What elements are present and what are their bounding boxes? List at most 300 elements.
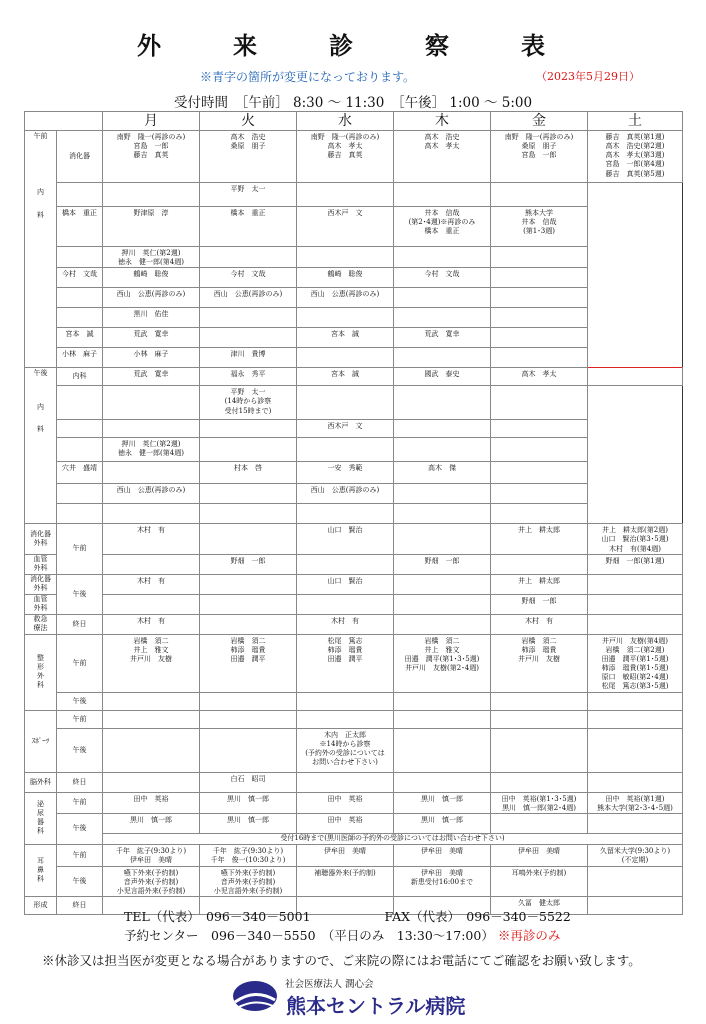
schedule-cell bbox=[103, 484, 200, 504]
schedule-cell bbox=[394, 710, 491, 728]
day-header: 金 bbox=[491, 112, 588, 131]
doctor-name: 井上 雅文 bbox=[424, 645, 460, 654]
schedule-cell bbox=[491, 328, 588, 348]
schedule-cell bbox=[491, 710, 588, 728]
table-row bbox=[25, 594, 683, 614]
schedule-cell bbox=[103, 614, 200, 634]
contact-line bbox=[124, 907, 571, 925]
schedule-cell bbox=[588, 554, 683, 574]
doctor-name: 岩橋 須二 bbox=[521, 636, 557, 645]
schedule-cell bbox=[394, 368, 491, 386]
table-row bbox=[25, 438, 683, 462]
schedule-cell bbox=[491, 574, 588, 594]
table-row bbox=[25, 524, 683, 554]
doctor-name: 荒武 寛幸 bbox=[133, 370, 169, 379]
doctor-name: 今村 文哉 bbox=[424, 270, 460, 279]
schedule-cell bbox=[103, 524, 200, 554]
corner-cell bbox=[25, 112, 103, 131]
doctor-name: 南野 隆一(再診のみ) bbox=[504, 133, 574, 142]
doctor-name: 岩橋 須二 bbox=[230, 636, 266, 645]
table-row bbox=[25, 728, 683, 772]
schedule-cell bbox=[491, 594, 588, 614]
schedule-cell bbox=[297, 288, 394, 308]
schedule-cell bbox=[588, 866, 683, 896]
doctor-name: 嚥下外来(予約制) bbox=[220, 868, 276, 877]
schedule-cell bbox=[491, 866, 588, 896]
schedule-cell bbox=[297, 692, 394, 710]
schedule-cell bbox=[394, 574, 491, 594]
doctor-name: 山口 賢治(第3･5週) bbox=[601, 535, 669, 544]
schedule-cell bbox=[103, 308, 200, 328]
schedule-cell bbox=[200, 462, 297, 484]
schedule-cell bbox=[394, 438, 491, 462]
doctor-name: 西山 公恵(再診のみ) bbox=[213, 290, 283, 299]
schedule-cell bbox=[491, 792, 588, 813]
doctor-name: (不定期) bbox=[621, 855, 649, 864]
doctor-name: 藤吉 真英(第5週) bbox=[605, 169, 665, 178]
schedule-cell bbox=[588, 844, 683, 866]
schedule-cell bbox=[200, 131, 297, 183]
doctor-name: 黒川 慎一郎 bbox=[227, 815, 269, 824]
schedule-cell bbox=[297, 183, 394, 207]
schedule-cell bbox=[297, 772, 394, 792]
schedule-cell bbox=[297, 728, 394, 772]
doctor-name: 千年 紘子(9:30より) bbox=[115, 846, 187, 855]
schedule-cell bbox=[491, 772, 588, 792]
schedule-cell bbox=[491, 438, 588, 462]
schedule-cell bbox=[588, 710, 683, 728]
schedule-cell bbox=[103, 728, 200, 772]
schedule-cell bbox=[297, 614, 394, 634]
tel-number[interactable]: TEL（代表） 096－340－5001 bbox=[124, 909, 311, 924]
table-row bbox=[25, 504, 683, 524]
schedule-cell bbox=[103, 386, 200, 420]
doctor-name: 小児言語外来(予約制) bbox=[213, 887, 283, 896]
doctor-name: 伊牟田 美晴 bbox=[518, 846, 560, 855]
schedule-cell bbox=[200, 183, 297, 207]
schedule-cell bbox=[491, 420, 588, 438]
doctor-name: 押川 英仁(第2週) bbox=[121, 440, 181, 449]
doctor-name: 黒川 慎一郎 bbox=[130, 815, 172, 824]
schedule-cell bbox=[200, 844, 297, 866]
doctor-name: 岩橋 須二(第2週) bbox=[605, 645, 665, 654]
doctor-name: 荒武 寛幸 bbox=[424, 330, 460, 339]
schedule-cell bbox=[57, 504, 103, 524]
schedule-cell bbox=[588, 614, 683, 634]
schedule-cell bbox=[394, 348, 491, 368]
schedule-cell bbox=[297, 328, 394, 348]
schedule-cell bbox=[394, 420, 491, 438]
schedule-cell bbox=[200, 207, 297, 247]
page-title: 外 来 診 察 表 bbox=[137, 31, 569, 60]
schedule-cell bbox=[297, 844, 394, 866]
schedule-cell bbox=[57, 386, 103, 420]
reception-hours: 受付時間 ［午前］ 8:30 〜 11:30 ［午後］ 1:00 〜 5:00 bbox=[174, 95, 533, 111]
doctor-name: 木村 有 bbox=[137, 526, 165, 535]
schedule-cell bbox=[103, 792, 200, 813]
schedule-cell bbox=[394, 844, 491, 866]
doctor-name: 新患受付16:00まで bbox=[410, 877, 474, 886]
schedule-cell bbox=[394, 866, 491, 896]
day-header: 月 bbox=[103, 112, 200, 131]
doctor-name: 小児言語外来(予約制) bbox=[116, 887, 186, 896]
schedule-cell bbox=[57, 183, 103, 207]
table-row bbox=[25, 308, 683, 328]
doctor-name: 千年 俊一(10:30より) bbox=[210, 855, 286, 864]
schedule-cell bbox=[394, 772, 491, 792]
doctor-name: 宮島 一郎 bbox=[521, 151, 557, 160]
table-row bbox=[25, 710, 683, 728]
doctor-name: 徳永 健一郎(第4週) bbox=[118, 449, 184, 458]
day-header-row bbox=[25, 112, 683, 131]
schedule-cell bbox=[57, 247, 103, 268]
doctor-name: ※14時から診察 bbox=[319, 739, 371, 748]
schedule-cell bbox=[200, 813, 297, 833]
doctor-name: 福永 秀平 bbox=[230, 370, 266, 379]
schedule-cell bbox=[200, 792, 297, 813]
table-row bbox=[25, 692, 683, 710]
doctor-name: 黒川 慎一郎(第2･4週) bbox=[502, 803, 576, 812]
schedule-cell bbox=[103, 348, 200, 368]
doctor-name: 徳永 健一郎(第4週) bbox=[118, 258, 184, 267]
doctor-name: 桑原 朋子 bbox=[230, 142, 266, 151]
session-label: 午後 bbox=[57, 574, 103, 614]
schedule-cell bbox=[103, 131, 200, 183]
doctor-name: 南野 隆一(再診のみ) bbox=[310, 133, 380, 142]
table-row bbox=[25, 183, 683, 207]
schedule-cell bbox=[491, 614, 588, 634]
doctor-name: 橋本 重正 bbox=[62, 209, 97, 218]
doctor-name: 田中 英裕 bbox=[133, 794, 169, 803]
doctor-name: 耳鳴外来(予約制) bbox=[511, 868, 567, 877]
schedule-cell bbox=[297, 710, 394, 728]
schedule-cell bbox=[200, 438, 297, 462]
doctor-name: 宮本 誠 bbox=[65, 330, 94, 339]
doctor-name: 藤吉 真英 bbox=[133, 151, 169, 160]
doctor-name: 藤吉 真英 bbox=[327, 151, 363, 160]
table-row bbox=[25, 484, 683, 504]
dept-name: 消化器 外科 bbox=[25, 524, 57, 554]
table-row bbox=[25, 348, 683, 368]
table-row bbox=[25, 328, 683, 348]
doctor-name: 南野 隆一(再診のみ) bbox=[116, 133, 186, 142]
schedule-cell bbox=[200, 288, 297, 308]
doctor-name: 田中 英裕 bbox=[327, 794, 363, 803]
schedule-cell bbox=[297, 554, 394, 574]
table-row bbox=[25, 813, 683, 833]
schedule-cell bbox=[57, 420, 103, 438]
schedule-cell bbox=[103, 183, 200, 207]
doctor-name: 宮本 誠 bbox=[331, 330, 359, 339]
schedule-cell bbox=[103, 368, 200, 386]
schedule-cell bbox=[103, 462, 200, 484]
doctor-name: 井戸川 友樹(第4週) bbox=[602, 636, 668, 645]
schedule-cell bbox=[394, 554, 491, 574]
schedule-cell bbox=[588, 574, 683, 594]
schedule-cell bbox=[297, 792, 394, 813]
schedule-cell bbox=[57, 328, 103, 348]
schedule-cell bbox=[588, 813, 683, 833]
schedule-cell bbox=[103, 268, 200, 288]
doctor-name: 柿添 瑠貴(第1･5週) bbox=[601, 663, 669, 672]
session-label: 終日 bbox=[57, 772, 103, 792]
doctor-name: 岩橋 須二 bbox=[424, 636, 460, 645]
dept-name: 血管 外科 bbox=[25, 554, 57, 574]
doctor-name: 荒武 寛幸 bbox=[133, 330, 169, 339]
schedule-cell bbox=[200, 368, 297, 386]
doctor-name: 伊牟田 美晴 bbox=[324, 846, 366, 855]
doctor-name: 受付15時まで) bbox=[224, 406, 272, 415]
doctor-name: 高木 孝太 bbox=[521, 370, 557, 379]
schedule-cell bbox=[394, 634, 491, 692]
doctor-name: 嚥下外来(予約制) bbox=[123, 868, 179, 877]
doctor-name: 木村 有 bbox=[331, 616, 359, 625]
doctor-name: 野畑 一郎(第1週) bbox=[605, 556, 665, 565]
schedule-cell bbox=[491, 524, 588, 554]
session-label: 終日 bbox=[57, 897, 103, 915]
schedule-cell bbox=[200, 484, 297, 504]
table-row bbox=[25, 574, 683, 594]
schedule-cell bbox=[57, 308, 103, 328]
schedule-cell bbox=[297, 574, 394, 594]
table-row bbox=[25, 386, 683, 420]
doctor-name: 鶴崎 聡俊 bbox=[327, 270, 363, 279]
schedule-cell bbox=[200, 554, 297, 574]
doctor-name: 伊牟田 美晴 bbox=[421, 868, 463, 877]
schedule-cell bbox=[394, 524, 491, 554]
schedule-cell bbox=[394, 813, 491, 833]
schedule-cell bbox=[103, 813, 200, 833]
doctor-name: 野畑 一郎 bbox=[230, 556, 266, 565]
doctor-name: 橋本 重正 bbox=[424, 227, 460, 236]
fax-number: FAX（代表） 096－340－5522 bbox=[384, 909, 571, 924]
doctor-name: 山口 賢治 bbox=[327, 526, 363, 535]
schedule-cell bbox=[491, 634, 588, 692]
schedule-cell bbox=[394, 288, 491, 308]
dept-name: 脳外科 bbox=[25, 772, 57, 792]
schedule-cell bbox=[297, 594, 394, 614]
schedule-cell bbox=[491, 504, 588, 524]
doctor-name: 白石 昭司 bbox=[230, 774, 266, 783]
hospital-name: 熊本セントラル病院 bbox=[286, 994, 466, 1018]
day-header: 木 bbox=[394, 112, 491, 131]
doctor-name: 西山 公恵(再診のみ) bbox=[310, 290, 380, 299]
table-row bbox=[25, 866, 683, 896]
schedule-cell bbox=[103, 772, 200, 792]
schedule-cell bbox=[394, 207, 491, 247]
session-label: 午前 bbox=[57, 792, 103, 813]
doctor-name: 今村 文哉 bbox=[230, 270, 266, 279]
doctor-name: 西山 公恵(再診のみ) bbox=[310, 486, 380, 495]
doctor-name: 高木 傑 bbox=[428, 464, 456, 473]
schedule-cell bbox=[394, 484, 491, 504]
session-label: 午後 bbox=[57, 728, 103, 772]
schedule-cell bbox=[491, 131, 588, 183]
doctor-name: (第2･4週)※再診のみ bbox=[408, 218, 476, 227]
doctor-name: 田邉 潤平(第1･3･5週) bbox=[404, 654, 480, 663]
table-row bbox=[25, 554, 683, 574]
doctor-name: 宮島 一郎 bbox=[133, 142, 169, 151]
table-row bbox=[25, 288, 683, 308]
session-label: 終日 bbox=[57, 614, 103, 634]
doctor-name: 高木 浩史(第2週) bbox=[605, 142, 665, 151]
table-row bbox=[25, 131, 683, 183]
schedule-cell bbox=[491, 288, 588, 308]
doctor-name: 桑原 朋子 bbox=[521, 142, 557, 151]
schedule-cell bbox=[394, 247, 491, 268]
dept-name: 耳 鼻 科 bbox=[25, 844, 57, 896]
schedule-cell bbox=[491, 844, 588, 866]
doctor-name: 押川 英仁(第2週) bbox=[121, 249, 181, 258]
doctor-name: 松尾 篤志 bbox=[327, 636, 363, 645]
schedule-cell bbox=[394, 792, 491, 813]
table-row bbox=[25, 614, 683, 634]
schedule-cell bbox=[491, 368, 588, 386]
doctor-name: 音声外来(予約制) bbox=[220, 877, 276, 886]
doctor-name: 橋本 重正 bbox=[230, 209, 266, 218]
schedule-cell bbox=[394, 268, 491, 288]
doctor-name: 久留米大学(9:30より) bbox=[599, 846, 671, 855]
doctor-name: 宮本 誠 bbox=[331, 370, 359, 379]
schedule-cell bbox=[200, 386, 297, 420]
day-header: 水 bbox=[297, 112, 394, 131]
schedule-cell bbox=[491, 484, 588, 504]
schedule-cell bbox=[103, 692, 200, 710]
schedule-cell bbox=[394, 692, 491, 710]
doctor-name: 野津原 淳 bbox=[133, 209, 169, 218]
doctor-name: 高木 孝太 bbox=[327, 142, 363, 151]
doctor-name: 藤吉 真英(第1週) bbox=[605, 133, 665, 142]
day-header: 土 bbox=[588, 112, 683, 131]
schedule-cell bbox=[491, 247, 588, 268]
schedule-cell bbox=[297, 866, 394, 896]
schedule-cell bbox=[200, 634, 297, 692]
doctor-name: 小林 麻子 bbox=[133, 350, 169, 359]
schedule-cell bbox=[103, 574, 200, 594]
revisit-only-note: ※再診のみ bbox=[497, 928, 561, 943]
schedule-cell bbox=[103, 288, 200, 308]
doctor-name: 一安 秀範 bbox=[327, 464, 363, 473]
doctor-name: 柿添 瑠貴 bbox=[230, 645, 266, 654]
schedule-cell bbox=[297, 462, 394, 484]
schedule-cell bbox=[200, 692, 297, 710]
doctor-name: 柿添 瑠貴 bbox=[327, 645, 363, 654]
table-row bbox=[25, 247, 683, 268]
doctor-name: 黒川 佑佳 bbox=[133, 310, 169, 319]
schedule-cell bbox=[103, 866, 200, 896]
section-label: 午前 内 料 bbox=[25, 131, 57, 368]
doctor-name: 黒川 慎一郎 bbox=[227, 794, 269, 803]
doctor-name: 井本 信哉 bbox=[424, 209, 460, 218]
schedule-cell bbox=[200, 710, 297, 728]
schedule-cell bbox=[57, 268, 103, 288]
doctor-name: 西山 公恵(再診のみ) bbox=[116, 486, 186, 495]
doctor-name: 音声外来(予約制) bbox=[123, 877, 179, 886]
doctor-name: 井戸川 友樹 bbox=[518, 654, 560, 663]
session-label: 午前 bbox=[57, 634, 103, 692]
section-label: 午後 内 料 bbox=[25, 368, 57, 524]
doctor-name: 野畑 一郎 bbox=[424, 556, 460, 565]
doctor-name: 松尾 篤志(第3･5週) bbox=[601, 682, 669, 691]
table-row bbox=[25, 844, 683, 866]
schedule-cell bbox=[297, 247, 394, 268]
schedule-cell bbox=[394, 614, 491, 634]
reservation-center[interactable]: 予約センター 096－340－5550 （平日のみ 13:30〜17:00） bbox=[124, 928, 494, 943]
doctor-name: 今村 文哉 bbox=[62, 270, 97, 279]
schedule-cell bbox=[297, 308, 394, 328]
doctor-name: 井本 信哉 bbox=[521, 218, 557, 227]
doctor-name: 田中 英裕(第1週) bbox=[605, 794, 665, 803]
doctor-name: 平野 太一 bbox=[230, 185, 266, 194]
table-row bbox=[25, 833, 683, 844]
schedule-cell bbox=[394, 308, 491, 328]
dept-name: 泌 尿 器 科 bbox=[25, 792, 57, 844]
schedule-cell bbox=[200, 420, 297, 438]
schedule-cell bbox=[200, 728, 297, 772]
doctor-name: 村本 啓 bbox=[234, 464, 262, 473]
corporation-name: 社会医療法人 潤心会 bbox=[285, 979, 374, 990]
schedule-cell bbox=[57, 484, 103, 504]
table-row bbox=[25, 207, 683, 247]
doctor-name: お問い合わせ下さい) bbox=[312, 757, 378, 766]
doctor-name: 穴井 盛靖 bbox=[62, 464, 97, 473]
table-row bbox=[25, 634, 683, 692]
day-header: 火 bbox=[200, 112, 297, 131]
schedule-cell bbox=[394, 328, 491, 348]
doctor-name: 黒川 慎一郎 bbox=[421, 794, 463, 803]
dept-name: 内科 bbox=[57, 368, 103, 386]
session-label: 午後 bbox=[57, 813, 103, 844]
schedule-cell bbox=[200, 247, 297, 268]
schedule-cell bbox=[491, 692, 588, 710]
schedule-cell bbox=[103, 420, 200, 438]
change-notice: ※青字の箇所が変更になっております。 bbox=[200, 70, 416, 84]
schedule-cell bbox=[491, 268, 588, 288]
schedule-cell bbox=[297, 386, 394, 420]
schedule-cell bbox=[57, 348, 103, 368]
schedule-cell bbox=[297, 368, 394, 386]
doctor-name: (14時から診察 bbox=[224, 397, 272, 406]
schedule-cell bbox=[297, 484, 394, 504]
dept-name: 消化器 外科 bbox=[25, 574, 57, 594]
schedule-cell bbox=[103, 710, 200, 728]
doctor-name: 熊本大学(第2･3･4･5週) bbox=[597, 803, 673, 812]
doctor-name: 補聴器外来(予約制) bbox=[314, 868, 376, 877]
doctor-name: 柿添 瑠貴 bbox=[521, 645, 557, 654]
doctor-name: 小林 麻子 bbox=[62, 350, 97, 359]
doctor-name: 木内 正太郎 bbox=[324, 730, 366, 739]
schedule-cell bbox=[103, 634, 200, 692]
doctor-name: 木村 有 bbox=[525, 616, 553, 625]
schedule-cell bbox=[200, 866, 297, 896]
doctor-name: 野畑 一郎 bbox=[521, 596, 557, 605]
schedule-cell bbox=[200, 524, 297, 554]
schedule-cell bbox=[394, 131, 491, 183]
doctor-name: 木村 有 bbox=[137, 616, 165, 625]
doctor-name: 原口 敏昭(第2･4週) bbox=[601, 673, 669, 682]
session-label: 午前 bbox=[57, 710, 103, 728]
schedule-cell bbox=[588, 634, 683, 692]
doctor-name: 山口 賢治 bbox=[327, 576, 363, 585]
doctor-name: 高木 浩史 bbox=[424, 133, 460, 142]
doctor-name: 木村 有(第4週) bbox=[609, 544, 661, 553]
table-row bbox=[25, 368, 683, 386]
schedule-cell bbox=[394, 386, 491, 420]
doctor-name: 田邉 潤平(第1･5週) bbox=[601, 654, 669, 663]
schedule-cell bbox=[491, 386, 588, 420]
session-label: 午前 bbox=[57, 524, 103, 574]
schedule-cell bbox=[103, 328, 200, 348]
